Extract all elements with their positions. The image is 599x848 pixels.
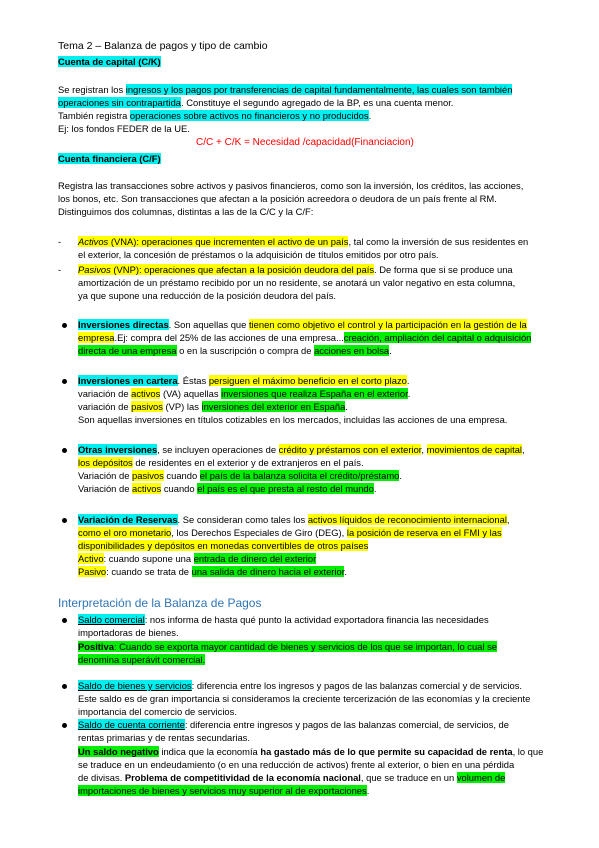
- text-run: inversiones del exterior en España: [201, 401, 346, 412]
- bullet-dot: [62, 379, 67, 384]
- text-run: variación de: [78, 401, 132, 412]
- portfolio-line-3: [78, 401, 348, 413]
- text-run: de divisas.: [78, 772, 125, 783]
- trade-balance-line-3: [78, 641, 497, 653]
- text-run: como el oro monetario: [78, 527, 172, 538]
- text-run: el país de la balanza solicita el crédito/préstamo: [199, 470, 400, 481]
- other-investment-line-2: [78, 457, 364, 469]
- text-run: denomina superávit comercial.: [78, 654, 206, 665]
- activos-line-2: el exterior, la concesión de préstamos o la adquisición de títulos emitidos por otro país.: [78, 249, 439, 260]
- text-run: Saldo de bienes y servicios: [78, 680, 192, 691]
- bullet-dot: [62, 684, 67, 689]
- text-run: También registra: [58, 110, 130, 121]
- text-run: : cuando supone una: [103, 553, 194, 564]
- text-run: entrada de dinero del exterior: [193, 553, 317, 564]
- current-account-line-6: [78, 785, 369, 797]
- text-run: . Éstas: [177, 375, 209, 386]
- text-run: Inversiones en cartera: [78, 375, 178, 386]
- text-run: crédito y préstamos con el exterior: [278, 444, 422, 455]
- document-title: Tema 2 – Balanza de pagos y tipo de cambio: [58, 40, 268, 52]
- text-run: inversiones que realiza España en el exterior: [221, 388, 408, 399]
- goods-services-line-2: Este saldo es de gran importancia si consideramos la creciente tercerización de las economías y la creciente: [78, 693, 531, 704]
- text-run: .: [344, 566, 347, 577]
- text-run: , los Derechos Especiales de Giro (DEG),: [171, 527, 347, 538]
- text-run: : cuando se trata de: [106, 566, 192, 577]
- reserves-line-2: [78, 527, 502, 539]
- text-run: : diferencia entre ingresos y pagos de las balanzas comercial, de servicios, de: [184, 719, 509, 730]
- text-run: creación, ampliación del capital o adquisición: [343, 332, 532, 343]
- text-run: Activo: [78, 553, 104, 564]
- text-run: indica que la economía: [158, 746, 261, 757]
- text-run: pasivos: [131, 401, 163, 412]
- text-run: Pasivos: [78, 264, 111, 275]
- text-run: Se registran los: [58, 84, 126, 95]
- text-run: pasivos: [132, 470, 164, 481]
- other-investment-line-3: [78, 470, 402, 482]
- goods-services-line-1: [78, 680, 522, 692]
- current-account-line-4: se traduce en un endeudamiento (o en una reducción de activos) frente al exterior, o bien en una pérdida: [78, 759, 515, 770]
- other-investment-line-1: [78, 444, 525, 456]
- reserves-line-1: [78, 514, 510, 526]
- pasivos-line-1: [78, 264, 513, 276]
- text-run: volumen de: [456, 772, 506, 783]
- text-run: tienen como objetivo el control y la participación en la gestión de la: [248, 319, 527, 330]
- text-run: , se incluyen operaciones de: [157, 444, 279, 455]
- text-run: ,: [506, 514, 510, 525]
- current-account-line-3: [78, 746, 543, 758]
- direct-investment-line-2: [78, 332, 531, 344]
- capital-line-1: [58, 84, 512, 96]
- text-run: Positiva: [78, 641, 114, 652]
- direct-investment-line-1: [78, 319, 527, 331]
- interpretation-heading: Interpretación de la Balanza de Pagos: [58, 596, 262, 610]
- text-run: activos: [132, 483, 162, 494]
- text-run: o en la suscripción o compra de: [176, 345, 315, 356]
- trade-balance-line-2: importadoras de bienes.: [78, 627, 179, 638]
- text-run: .: [345, 401, 348, 412]
- trade-balance-line-1: [78, 614, 489, 626]
- text-run: (VP) las: [162, 401, 202, 412]
- text-run: ingresos y los pagos por transferencias de capital fundamentalmente, las cuales son también: [125, 84, 513, 95]
- text-run: . Constituye el segundo agregado de la BP, es una cuenta menor.: [181, 97, 454, 108]
- text-run: la posición de reserva en el FMI y las: [346, 527, 502, 538]
- text-run: una salida de dinero hacia el exterior: [191, 566, 345, 577]
- text-run: (VNA): [108, 236, 137, 247]
- bullet-dot: [62, 618, 67, 623]
- goods-services-line-3: importancia del comercio de servicios.: [78, 706, 237, 717]
- text-run: .: [389, 345, 392, 356]
- text-run: , que se traduce en un: [360, 772, 457, 783]
- direct-investment-line-3: [78, 345, 392, 357]
- capital-line-4: Ej: los fondos FEDER de la UE.: [58, 123, 190, 134]
- text-run: Cuenta de capital (C/K): [58, 56, 161, 67]
- reserves-line-5: [78, 566, 347, 578]
- portfolio-line-2: [78, 388, 410, 400]
- text-run: activos líquidos de reconocimiento internacional: [307, 514, 507, 525]
- text-run: (VA) aquellas: [160, 388, 222, 399]
- balance-formula: C/C + C/K = Necesidad /capacidad(Financiacion): [196, 137, 414, 148]
- current-account-line-5: [78, 772, 505, 784]
- text-run: Otras inversiones: [78, 444, 158, 455]
- bullet-dot: [62, 448, 67, 453]
- capital-account-heading: [58, 56, 161, 68]
- capital-line-2: [58, 97, 453, 109]
- text-run: importaciones de bienes y servicios muy superior al de exportaciones: [78, 785, 367, 796]
- capital-line-3: [58, 110, 371, 122]
- text-run: los depósitos: [78, 457, 133, 468]
- dash-bullet: -: [58, 264, 62, 275]
- text-run: : nos informa de hasta qué punto la actividad exportadora financia las necesidades: [144, 614, 489, 625]
- text-run: Problema de competitividad de la economía nacional: [124, 772, 361, 783]
- text-run: el país es el que presta al resto del mundo: [197, 483, 374, 494]
- text-run: movimientos de capital: [426, 444, 522, 455]
- current-account-line-2: rentas primarias y de rentas secundarias.: [78, 732, 250, 743]
- text-run: activos: [131, 388, 161, 399]
- text-run: .Ej: compra del 25% de las acciones de una empresa...: [114, 332, 344, 343]
- text-run: .: [407, 388, 411, 399]
- text-run: ,: [522, 444, 525, 455]
- portfolio-line-1: [78, 375, 409, 387]
- bullet-dot: [62, 723, 67, 728]
- text-run: Saldo comercial: [78, 614, 145, 625]
- text-run: , tal como la inversión de sus residentes en: [348, 236, 529, 247]
- text-run: Variación de Reservas: [78, 514, 178, 525]
- current-account-line-1: [78, 719, 509, 731]
- financial-line-2: los bonos, etc. Son transacciones que afectan a la posición acreedora o deudora de un país frente al RM.: [58, 193, 497, 204]
- text-run: acciones en bolsa: [314, 345, 390, 356]
- text-run: empresa: [78, 332, 115, 343]
- pasivos-line-2: amortización de un préstamo recibido por un no residente, se anotará un valor negativo en esta columna,: [78, 277, 516, 288]
- text-run: Inversiones directas: [78, 319, 169, 330]
- bullet-dot: [62, 323, 67, 328]
- bullet-dot: [62, 518, 67, 523]
- portfolio-line-4: Son aquellas inversiones en títulos cotizables en los mercados, incluidas las acciones de una empresa.: [78, 414, 508, 425]
- text-run: Pasivo: [78, 566, 107, 577]
- text-run: : diferencia entre los ingresos y pagos de las balanzas comercial y de servicios.: [191, 680, 522, 691]
- text-run: operaciones sobre activos no financieros y no producidos: [129, 110, 369, 121]
- text-run: .: [406, 375, 410, 386]
- text-run: Un saldo negativo: [78, 746, 159, 757]
- text-run: Cuenta financiera (C/F): [58, 153, 161, 164]
- text-run: (VNP): operaciones que afectan a la posición deudora del país: [110, 264, 375, 275]
- text-run: .: [366, 785, 370, 796]
- text-run: .: [373, 483, 377, 494]
- text-run: . Se consideran como tales los: [177, 514, 308, 525]
- text-run: .: [368, 110, 372, 121]
- financial-line-1: Registra las transacciones sobre activos y pasivos financieros, como son la inversión, los créditos, las acciones,: [58, 180, 524, 191]
- text-run: cuando: [163, 470, 200, 481]
- text-run: : operaciones que incrementen el activo de un país: [136, 236, 349, 247]
- other-investment-line-4: [78, 483, 376, 495]
- text-run: : Cuando se exporta mayor cantidad de bienes y servicios de los que se importan, lo cual se: [113, 641, 497, 652]
- text-run: disponibilidades y depósitos en monedas convertibles de otros países: [78, 540, 369, 551]
- activos-line-1: [78, 236, 528, 248]
- text-run: de residentes en el exterior y de extranjeros en el país.: [132, 457, 364, 468]
- text-run: directa de una empresa: [78, 345, 177, 356]
- dash-bullet: -: [58, 236, 62, 247]
- text-run: variación de: [78, 388, 132, 399]
- text-run: cuando: [161, 483, 198, 494]
- reserves-line-4: [78, 553, 316, 565]
- text-run: ,: [421, 444, 427, 455]
- trade-balance-line-4: [78, 654, 205, 666]
- text-run: Saldo de cuenta corriente: [78, 719, 185, 730]
- text-run: . Son aquellas que: [168, 319, 249, 330]
- pasivos-line-3: ya que supone una reducción de la posición deudora del país.: [78, 290, 337, 301]
- text-run: .: [399, 470, 402, 481]
- text-run: . De forma que si se produce una: [374, 264, 513, 275]
- text-run: Variación de: [78, 483, 133, 494]
- text-run: Variación de: [78, 470, 133, 481]
- financial-account-heading: [58, 153, 161, 165]
- text-run: persiguen el máximo beneficio en el corto plazo: [208, 375, 407, 386]
- text-run: ha gastado más de lo que permite su capacidad de renta: [260, 746, 513, 757]
- reserves-line-3: [78, 540, 368, 552]
- text-run: operaciones sin contrapartida: [58, 97, 181, 108]
- text-run: Activos: [78, 236, 109, 247]
- financial-line-3: Distinguimos dos columnas, distintas a las de la C/C y la C/F:: [58, 206, 314, 217]
- text-run: , lo que: [512, 746, 544, 757]
